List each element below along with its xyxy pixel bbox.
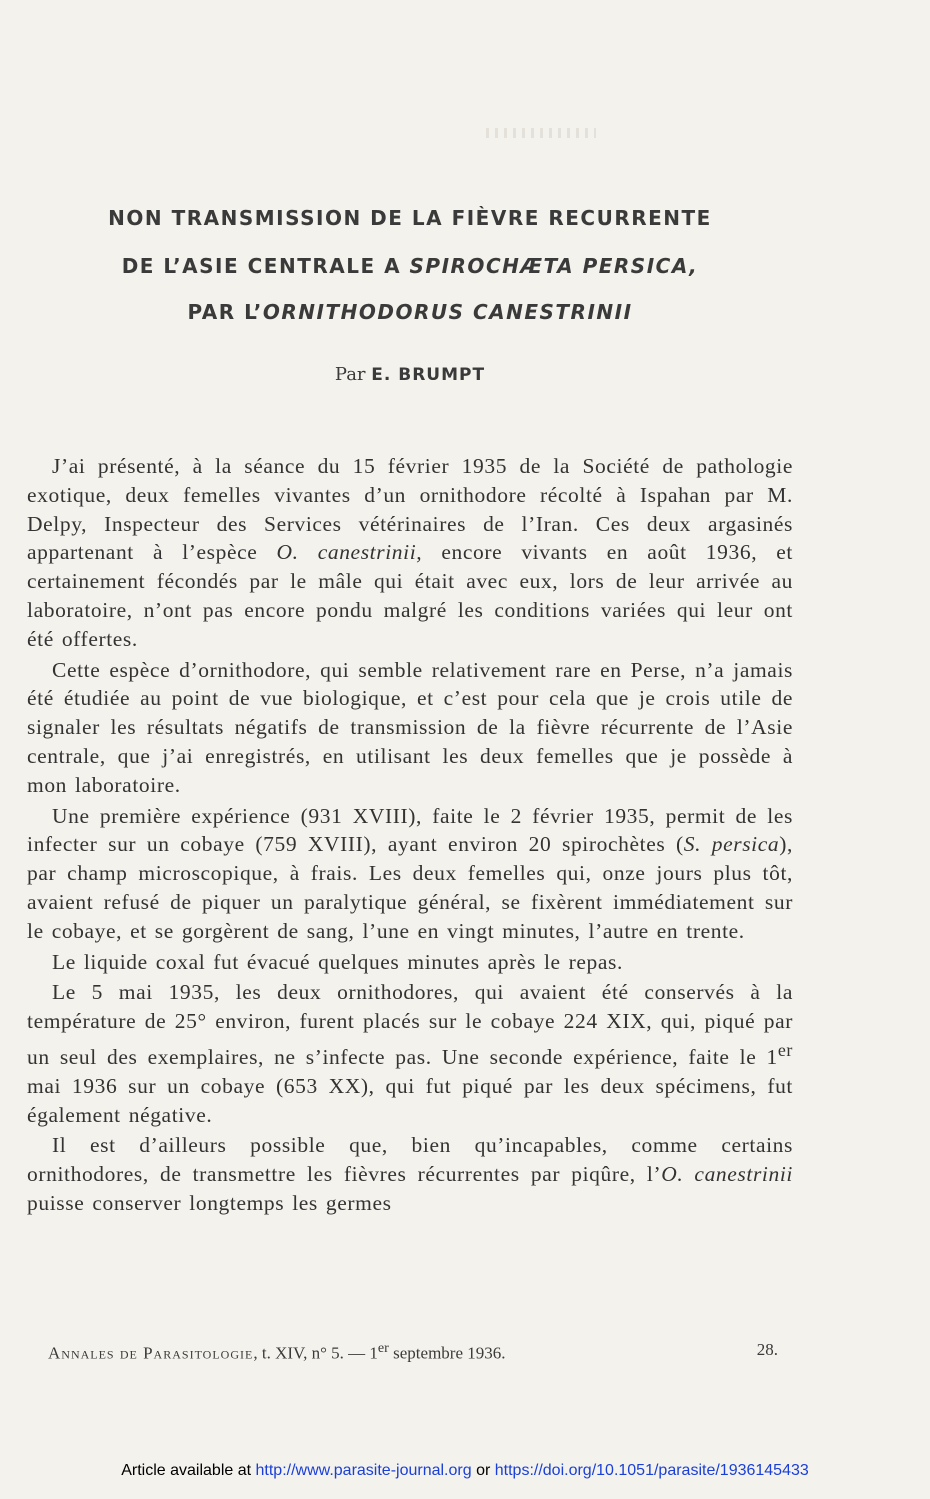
paragraph-text: Le liquide coxal fut évacué quelques minutes après le repas. — [52, 949, 623, 974]
paragraph-5 — [27, 978, 793, 1129]
paragraph-text: Il est d’ailleurs possible que, bien qu’incapables, comme certains ornithodores, de transmettre les fièvres récurrentes par piqûre, l’ — [27, 1133, 793, 1187]
superscript: er — [777, 1039, 793, 1060]
paragraph-4 — [27, 948, 793, 977]
author-prefix: Par — [334, 364, 366, 385]
paragraph-text: Le 5 mai 1935, les deux ornithodores, qui avaient été conservés à la température de 25° environ, furent placés sur le cobaye 224 XIX, qui, piqué par un seul des exemplaires, ne s’infecte pas. Une seconde expérience, faite le 1 — [27, 980, 793, 1070]
superscript: er — [377, 1340, 389, 1356]
availability-separator: or — [471, 1462, 495, 1479]
author-line — [0, 364, 820, 385]
title-text: PAR L’ — [187, 300, 263, 324]
article-title-line-2 — [0, 254, 820, 278]
paragraph-text: puisse conserver longtemps les germes — [27, 1191, 392, 1216]
journal-name: Annales de Parasitologie — [48, 1343, 254, 1363]
scan-artifact — [486, 128, 596, 138]
journal-details: septembre 1936. — [388, 1343, 506, 1363]
paragraph-text: J’ai présenté, à la séance du 15 février 1935 de la Société de pathologie exotique, deux femelles vivantes d’un ornithodore récolté à Ispahan par M. Delpy, Inspecteur des Services vétérinaires de l’Iran. Ces deux argasinés appartenant à l’espèce — [27, 454, 793, 565]
article-body — [27, 452, 793, 1220]
availability-prefix: Article available at — [121, 1462, 256, 1479]
paragraph-2 — [27, 656, 793, 800]
title-species-italic: SPIROCHÆTA PERSICA, — [409, 254, 699, 278]
page-footer — [48, 1340, 778, 1364]
title-text: DE L’ASIE CENTRALE A — [121, 254, 410, 278]
article-title-line-1 — [0, 206, 820, 230]
title-text: NON TRANSMISSION DE LA FIÈVRE RECURRENTE — [108, 206, 712, 230]
species-italic: S. persica — [683, 832, 780, 857]
paragraph-text: mai 1936 sur un cobaye (653 XX), qui fut piqué par les deux spécimens, fut également négative. — [27, 1073, 793, 1127]
article-title-line-3 — [0, 300, 820, 324]
paragraph-6 — [27, 1131, 793, 1217]
paragraph-1 — [27, 452, 793, 654]
species-italic: O. canestrinii, — [276, 540, 423, 565]
journal-site-link[interactable]: http://www.parasite-journal.org — [255, 1462, 472, 1479]
page-number: 28. — [756, 1340, 778, 1359]
article-availability-note — [0, 1462, 930, 1480]
author-name: E. BRUMPT — [371, 365, 486, 385]
paragraph-3 — [27, 802, 793, 946]
title-species-italic: ORNITHODORUS CANESTRINII — [262, 300, 633, 324]
paragraph-text: Une première expérience (931 XVIII), faite le 2 février 1935, permit de les infecter sur un cobaye (759 XVIII), ayant environ 20 spirochètes ( — [27, 803, 793, 857]
paragraph-text: Cette espèce d’ornithodore, qui semble relativement rare en Perse, n’a jamais été étudiée au point de vue biologique, et c’est pour cela que je crois utile de signaler les résultats négatifs de transmission de la fièvre récurrente de l’Asie centrale, que j’ai enregistrés, en utilisant les deux femelles que je possède à mon laboratoire. — [27, 657, 793, 797]
paragraph-text: ), par champ microscopique, à frais. Les deux femelles qui, onze jours plus tôt, avaient refusé de piquer un paralytique général, se fixèrent immédiatement sur le cobaye, et se gorgèrent de sang, l’une en vingt minutes, l’autre en trente. — [27, 832, 793, 943]
doi-link[interactable]: https://doi.org/10.1051/parasite/1936145433 — [494, 1462, 809, 1479]
species-italic: O. canestrinii — [661, 1162, 793, 1187]
journal-details: , t. XIV, n° 5. — 1 — [253, 1343, 378, 1363]
paragraph-text: encore vivants en août 1936, et certainement fécondés par le mâle qui était avec eux, lors de leur arrivée au laboratoire, n’ont pas encore pondu malgré les conditions variées qui leur ont été offertes. — [27, 540, 793, 651]
